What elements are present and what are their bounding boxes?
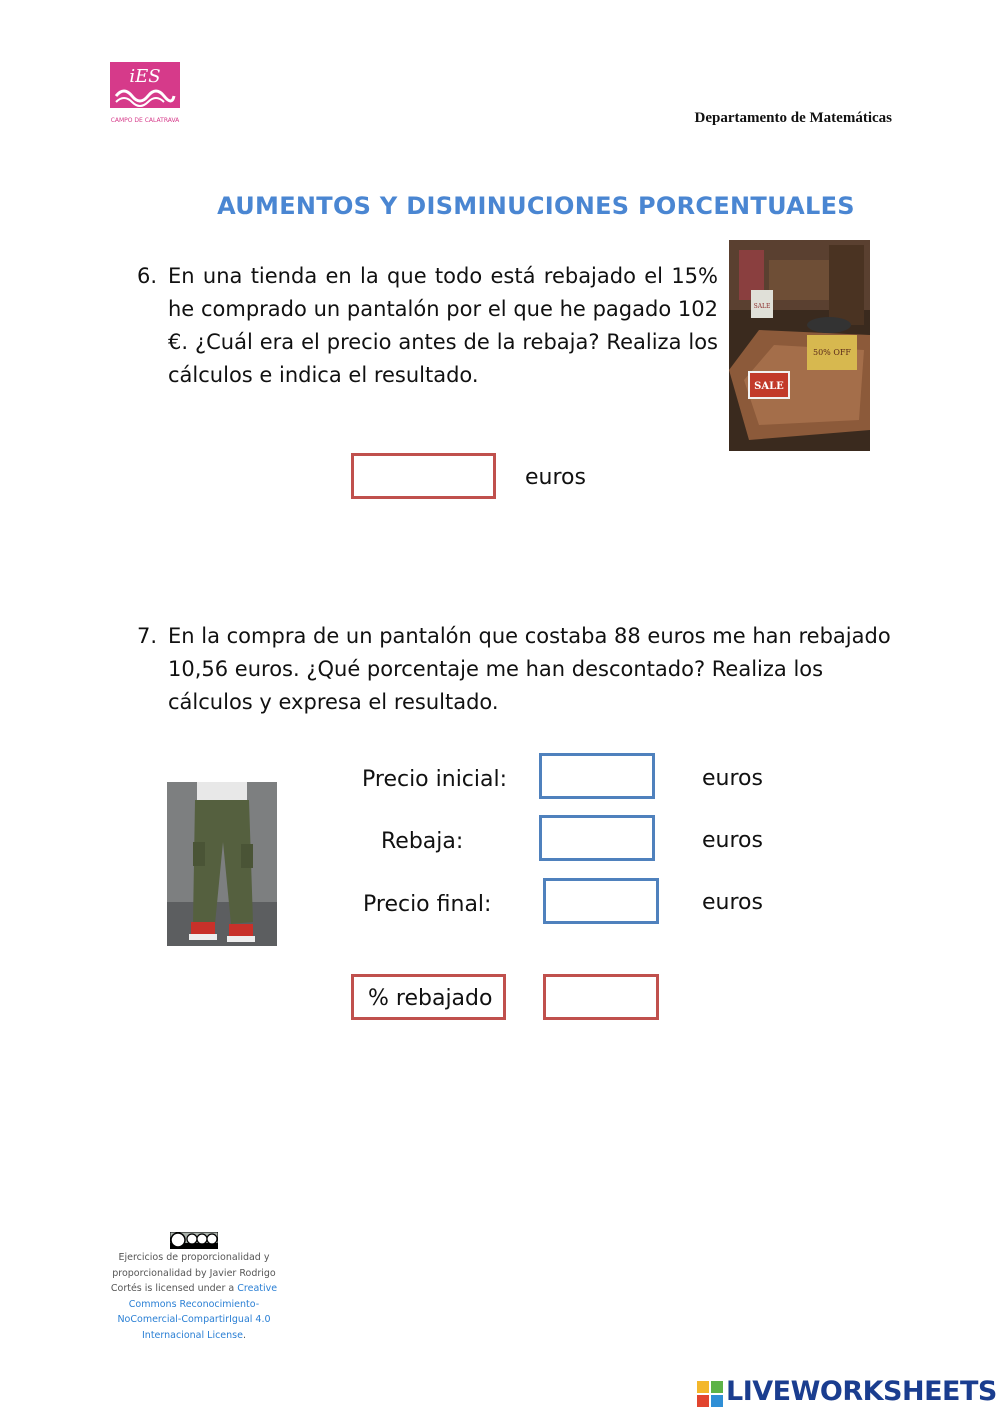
license-text-main: Ejercicios de proporcionalidad y proporcionalidad by Javier Rodrigo Cortés is licensed under a bbox=[110, 1252, 276, 1294]
final-price-box[interactable] bbox=[543, 878, 659, 924]
department-name: Departamento de Matemáticas bbox=[694, 110, 892, 126]
final-price-unit: euros bbox=[702, 890, 763, 915]
initial-price-box[interactable] bbox=[539, 753, 655, 799]
sale-store-image bbox=[729, 240, 870, 451]
discount-box[interactable] bbox=[539, 815, 655, 861]
liveworksheets-brand: LIVEWORKSHEETS bbox=[726, 1376, 997, 1407]
svg-text:CAMPO DE CALATRAVA: CAMPO DE CALATRAVA bbox=[110, 117, 180, 124]
q6-text: En una tienda en la que todo está rebajado el 15% he comprado un pantalón por el que he pagado 102 €. ¿Cuál era el precio antes de la rebaja? Realiza los cálculos e indica el resultado. bbox=[168, 264, 718, 387]
pants-image bbox=[167, 782, 277, 946]
school-logo bbox=[108, 60, 182, 126]
license-link[interactable]: Creative Commons Reconocimiento-NoComercial-CompartirIgual 4.0 Internacional License bbox=[117, 1283, 278, 1341]
discount-label: Rebaja: bbox=[381, 829, 464, 854]
q7-number: 7. bbox=[137, 624, 158, 648]
svg-text:50% OFF: 50% OFF bbox=[813, 348, 851, 357]
q6-unit-label: euros bbox=[525, 465, 586, 490]
percent-discount-box[interactable] bbox=[543, 974, 659, 1020]
school-logo-icon bbox=[108, 60, 182, 126]
discount-unit: euros bbox=[702, 828, 763, 853]
liveworksheets-logo bbox=[696, 1374, 996, 1414]
q6-number: 6. bbox=[137, 264, 158, 288]
liveworksheets-icon bbox=[696, 1380, 724, 1410]
q7-text: En la compra de un pantalón que costaba 88 euros me han rebajado 10,56 euros. ¿Qué porcentaje me han descontado? Realiza los cálculos y expresa el resultado. bbox=[168, 624, 891, 714]
final-price-label: Precio final: bbox=[363, 892, 492, 917]
q6-answer-box[interactable] bbox=[351, 453, 496, 499]
license-text-end: . bbox=[242, 1329, 246, 1341]
percent-discount-label: % rebajado bbox=[351, 974, 506, 1020]
page-title: AUMENTOS Y DISMINUCIONES PORCENTUALES bbox=[217, 192, 855, 220]
cc-license-icon bbox=[170, 1232, 218, 1249]
cc-license-badge bbox=[170, 1232, 218, 1249]
initial-price-label: Precio inicial: bbox=[362, 767, 508, 792]
svg-text:SALE: SALE bbox=[753, 303, 771, 310]
svg-text:iES: iES bbox=[129, 66, 161, 87]
svg-text:SALE: SALE bbox=[754, 381, 784, 392]
initial-price-unit: euros bbox=[702, 766, 763, 791]
license-text bbox=[100, 1250, 288, 1343]
